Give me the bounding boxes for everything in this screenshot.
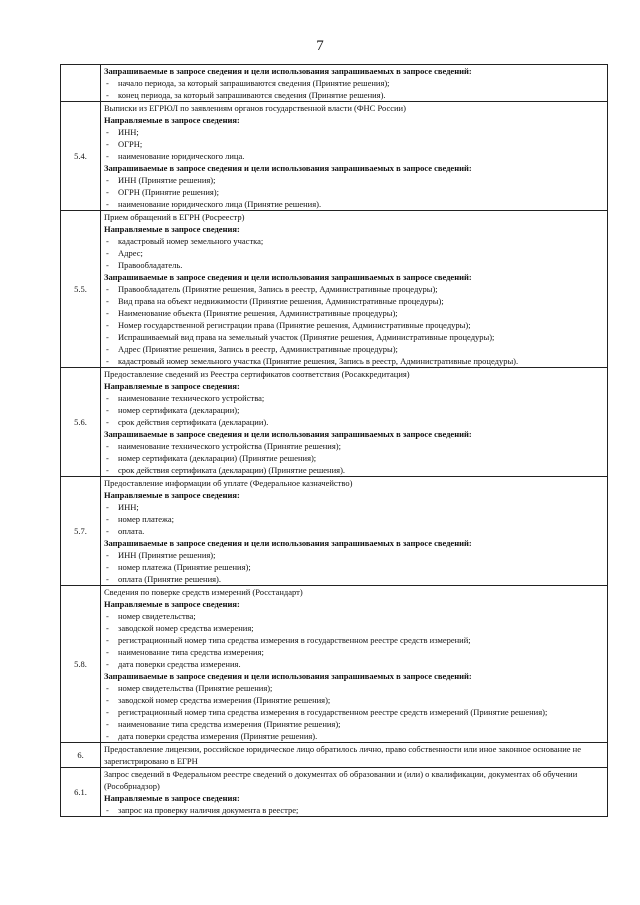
row-title: Сведения по поверке средств измерений (Росстандарт) (104, 587, 303, 597)
list-item (104, 89, 604, 101)
row-content (101, 368, 608, 477)
table-row (61, 102, 608, 211)
dash-marker: - (106, 417, 109, 427)
dash-marker: - (106, 562, 109, 572)
section-heading: Направляемые в запросе сведения: (104, 224, 240, 234)
dash-marker: - (106, 296, 109, 306)
row-title: Предоставление сведений из Реестра сертификатов соответствия (Росаккредитация) (104, 369, 410, 379)
row-number: 5.4. (61, 102, 101, 211)
list-item (104, 150, 604, 162)
list-item-text: Правообладатель. (118, 260, 183, 270)
list-item-text: заводской номер средства измерения; (118, 623, 254, 633)
list-item (104, 186, 604, 198)
list-item (104, 416, 604, 428)
list-item (104, 126, 604, 138)
dash-marker: - (106, 731, 109, 741)
row-number: 5.8. (61, 586, 101, 743)
list-item (104, 464, 604, 476)
dash-marker: - (106, 683, 109, 693)
list-item (104, 622, 604, 634)
list-item-text: дата поверки средства измерения (Принятие решения). (118, 731, 318, 741)
list-item (104, 804, 604, 816)
dash-marker: - (106, 514, 109, 524)
dash-marker: - (106, 550, 109, 560)
dash-marker: - (106, 453, 109, 463)
list-item (104, 295, 604, 307)
list-item-text: кадастровый номер земельного участка (Принятие решения, Запись в реестр, Административные процедуры). (118, 356, 519, 366)
row-content (101, 743, 608, 768)
row-title: Прием обращений в ЕГРН (Росреестр) (104, 212, 245, 222)
list-item-text: Адрес; (118, 248, 143, 258)
list-item-text: ИНН; (118, 502, 139, 512)
list-item-text: наименование технического устройства (Принятие решения); (118, 441, 341, 451)
dash-marker: - (106, 465, 109, 475)
row-content (101, 102, 608, 211)
row-title: Выписки из ЕГРЮЛ по заявлениям органов государственной власти (ФНС России) (104, 103, 406, 113)
dash-marker: - (106, 78, 109, 88)
list-item-text: наименование типа средства измерения (Принятие решения); (118, 719, 341, 729)
section-heading: Запрашиваемые в запросе сведения и цели использования запрашиваемых в запросе сведений: (104, 538, 472, 548)
list-item-text: срок действия сертификата (декларации). (118, 417, 269, 427)
list-item-text: Номер государственной регистрации права (Принятие решения, Административные процедуры); (118, 320, 471, 330)
dash-marker: - (106, 187, 109, 197)
list-item (104, 573, 604, 585)
list-item (104, 682, 604, 694)
dash-marker: - (106, 260, 109, 270)
requests-table (60, 64, 608, 817)
list-item-text: наименование юридического лица (Принятие решения). (118, 199, 322, 209)
row-content (101, 211, 608, 368)
row-title: Предоставление лицензии, российское юридическое лицо обратилось лично, право собственности или иное законное основание не зарегистрировано в ЕГРН (104, 744, 581, 766)
list-item-text: кадастровый номер земельного участка; (118, 236, 264, 246)
list-item-text: ИНН (Принятие решения); (118, 175, 216, 185)
dash-marker: - (106, 175, 109, 185)
list-item-text: номер свидетельства; (118, 611, 196, 621)
dash-marker: - (106, 236, 109, 246)
row-number: 5.7. (61, 477, 101, 586)
section-heading: Запрашиваемые в запросе сведения и цели использования запрашиваемых в запросе сведений: (104, 429, 472, 439)
list-item-text: ОГРН; (118, 139, 143, 149)
list-item (104, 549, 604, 561)
row-content (101, 586, 608, 743)
list-item (104, 392, 604, 404)
dash-marker: - (106, 635, 109, 645)
list-item (104, 235, 604, 247)
dash-marker: - (106, 441, 109, 451)
table-row (61, 368, 608, 477)
dash-marker: - (106, 707, 109, 717)
section-heading: Направляемые в запросе сведения: (104, 599, 240, 609)
list-item-text: Испрашиваемый вид права на земельный участок (Принятие решения, Административные процедуры); (118, 332, 495, 342)
list-item (104, 561, 604, 573)
list-item-text: регистрационный номер типа средства измерения в государственном реестре средств измерений; (118, 635, 471, 645)
table-row (61, 211, 608, 368)
section-heading: Запрашиваемые в запросе сведения и цели использования запрашиваемых в запросе сведений: (104, 671, 472, 681)
dash-marker: - (106, 320, 109, 330)
list-item (104, 525, 604, 537)
dash-marker: - (106, 526, 109, 536)
dash-marker: - (106, 574, 109, 584)
list-item (104, 247, 604, 259)
list-item-text: начало периода, за который запрашиваются сведения (Принятие решения); (118, 78, 390, 88)
row-number (61, 65, 101, 102)
table-row (61, 768, 608, 817)
section-heading: Направляемые в запросе сведения: (104, 490, 240, 500)
table-row (61, 586, 608, 743)
table-row (61, 477, 608, 586)
row-content (101, 477, 608, 586)
section-heading: Запрашиваемые в запросе сведения и цели использования запрашиваемых в запросе сведений: (104, 272, 472, 282)
dash-marker: - (106, 127, 109, 137)
dash-marker: - (106, 719, 109, 729)
list-item (104, 694, 604, 706)
list-item-text: оплата. (118, 526, 145, 536)
list-item-text: наименование юридического лица. (118, 151, 245, 161)
list-item (104, 343, 604, 355)
section-heading: Направляемые в запросе сведения: (104, 793, 240, 803)
dash-marker: - (106, 284, 109, 294)
dash-marker: - (106, 151, 109, 161)
list-item-text: регистрационный номер типа средства измерения в государственном реестре средств измерений (Принятие решения); (118, 707, 548, 717)
list-item (104, 331, 604, 343)
list-item-text: ОГРН (Принятие решения); (118, 187, 219, 197)
list-item-text: Наименование объекта (Принятие решения, Административные процедуры); (118, 308, 398, 318)
list-item (104, 174, 604, 186)
dash-marker: - (106, 248, 109, 258)
dash-marker: - (106, 344, 109, 354)
row-title: Запрос сведений в Федеральном реестре сведений о документах об образовании и (или) о квалификации, документах об обучении (Рособрнадзор) (104, 769, 578, 791)
table-row (61, 65, 608, 102)
dash-marker: - (106, 623, 109, 633)
list-item (104, 404, 604, 416)
row-title: Предоставление информации об уплате (Федеральное казначейство) (104, 478, 353, 488)
list-item (104, 283, 604, 295)
list-item-text: запрос на проверку наличия документа в реестре; (118, 805, 299, 815)
table-row (61, 743, 608, 768)
list-item (104, 513, 604, 525)
list-item-text: ИНН; (118, 127, 139, 137)
list-item (104, 355, 604, 367)
list-item (104, 452, 604, 464)
list-item (104, 440, 604, 452)
list-item (104, 718, 604, 730)
list-item (104, 198, 604, 210)
dash-marker: - (106, 695, 109, 705)
dash-marker: - (106, 139, 109, 149)
list-item (104, 706, 604, 718)
page-number: 7 (316, 38, 324, 54)
dash-marker: - (106, 805, 109, 815)
dash-marker: - (106, 659, 109, 669)
list-item-text: оплата (Принятие решения). (118, 574, 222, 584)
list-item (104, 730, 604, 742)
list-item (104, 138, 604, 150)
list-item-text: Адрес (Принятие решения, Запись в реестр, Административные процедуры); (118, 344, 398, 354)
dash-marker: - (106, 356, 109, 366)
list-item-text: номер свидетельства (Принятие решения); (118, 683, 273, 693)
dash-marker: - (106, 90, 109, 100)
list-item-text: Правообладатель (Принятие решения, Запись в реестр, Административные процедуры); (118, 284, 438, 294)
list-item-text: конец периода, за который запрашиваются сведения (Принятие решения). (118, 90, 386, 100)
row-content (101, 768, 608, 817)
list-item (104, 259, 604, 271)
dash-marker: - (106, 502, 109, 512)
section-heading: Запрашиваемые в запросе сведения и цели использования запрашиваемых в запросе сведений: (104, 163, 472, 173)
dash-marker: - (106, 647, 109, 657)
row-number: 5.6. (61, 368, 101, 477)
list-item (104, 319, 604, 331)
list-item-text: ИНН (Принятие решения); (118, 550, 216, 560)
row-number: 6.1. (61, 768, 101, 817)
list-item-text: наименование технического устройства; (118, 393, 265, 403)
list-item-text: номер сертификата (декларации) (Принятие решения); (118, 453, 317, 463)
list-item-text: заводской номер средства измерения (Принятие решения); (118, 695, 331, 705)
section-heading: Направляемые в запросе сведения: (104, 115, 240, 125)
list-item (104, 501, 604, 513)
row-number: 5.5. (61, 211, 101, 368)
list-item-text: Вид права на объект недвижимости (Принятие решения, Административные процедуры); (118, 296, 444, 306)
dash-marker: - (106, 199, 109, 209)
list-item-text: дата поверки средства измерения. (118, 659, 241, 669)
section-heading: Запрашиваемые в запросе сведения и цели использования запрашиваемых в запросе сведений: (104, 66, 472, 76)
dash-marker: - (106, 308, 109, 318)
list-item-text: номер сертификата (декларации); (118, 405, 240, 415)
dash-marker: - (106, 332, 109, 342)
list-item-text: номер платежа (Принятие решения); (118, 562, 251, 572)
list-item (104, 77, 604, 89)
dash-marker: - (106, 393, 109, 403)
list-item (104, 646, 604, 658)
list-item-text: срок действия сертификата (декларации) (Принятие решения). (118, 465, 346, 475)
dash-marker: - (106, 611, 109, 621)
list-item (104, 658, 604, 670)
dash-marker: - (106, 405, 109, 415)
row-number: 6. (61, 743, 101, 768)
list-item (104, 634, 604, 646)
section-heading: Направляемые в запросе сведения: (104, 381, 240, 391)
list-item-text: номер платежа; (118, 514, 175, 524)
list-item-text: наименование типа средства измерения; (118, 647, 264, 657)
list-item (104, 610, 604, 622)
row-content (101, 65, 608, 102)
list-item (104, 307, 604, 319)
